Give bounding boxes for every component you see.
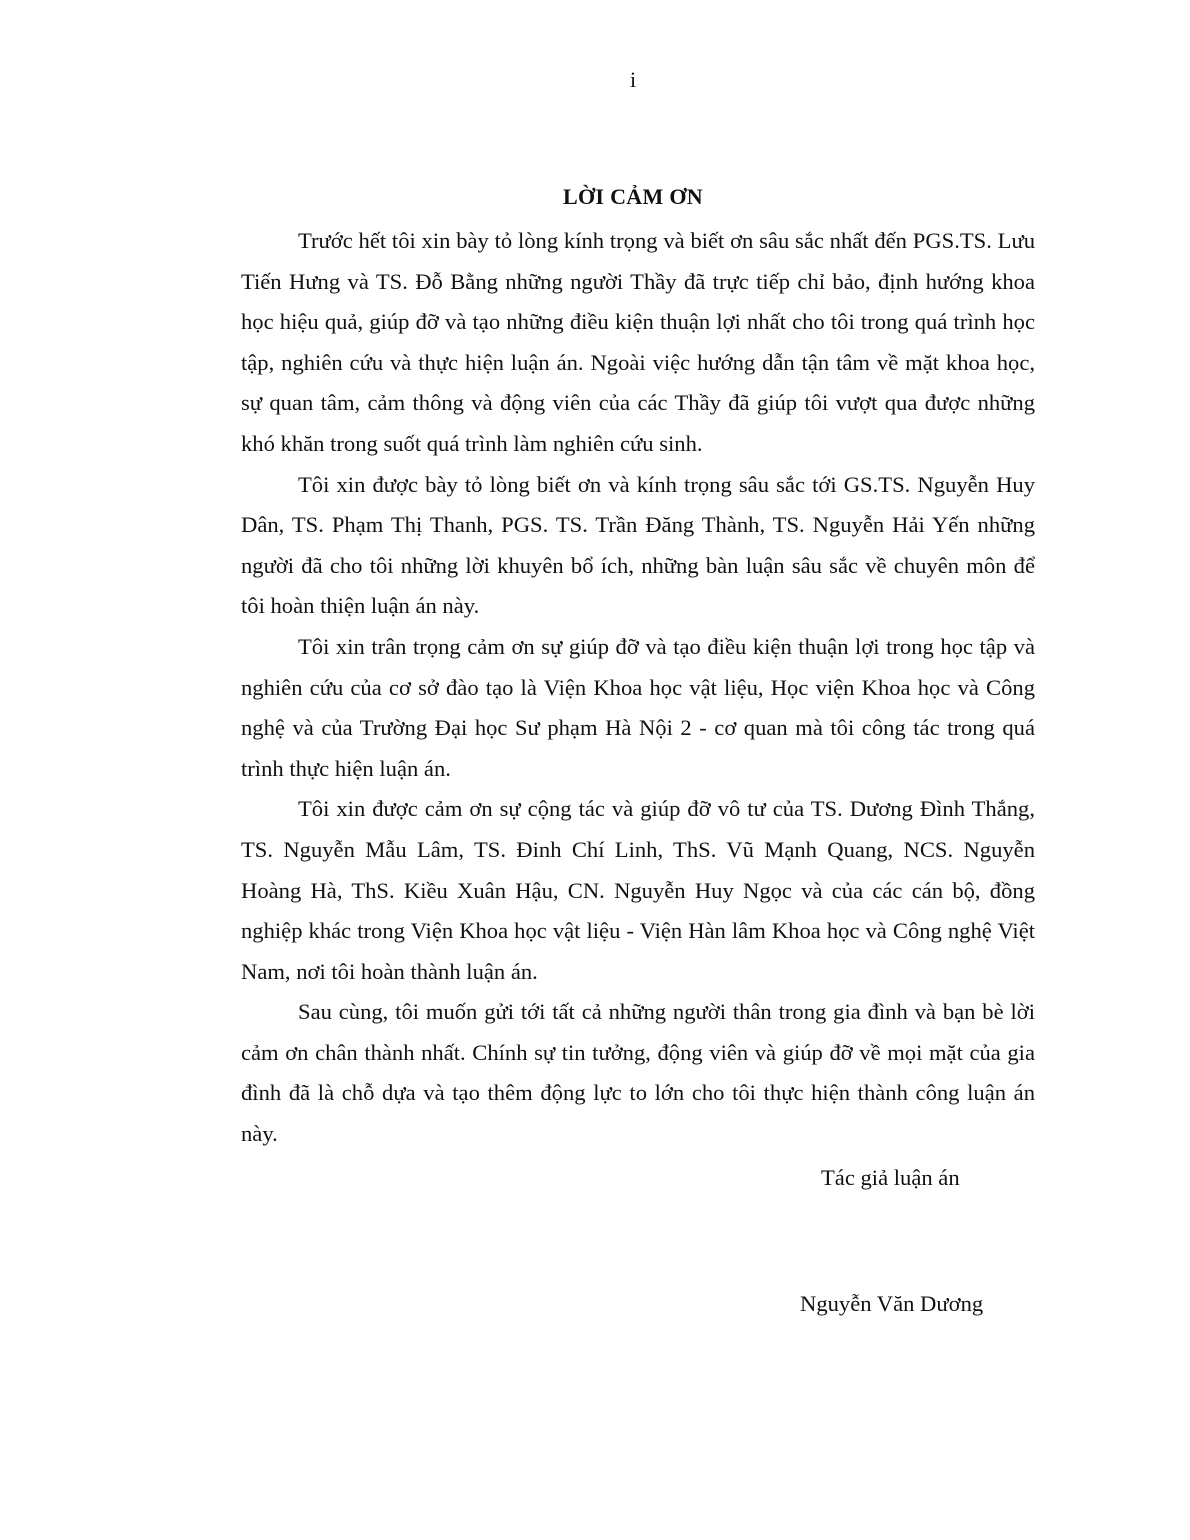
- paragraph-reviewers: Tôi xin được bày tỏ lòng biết ơn và kính trọng sâu sắc tới GS.TS. Nguyễn Huy Dân, TS. Phạm Thị Thanh, PGS. TS. Trần Đăng Thành, TS. Nguyễn Hải Yến những người đã cho tôi những lời khuyên bổ ích, những bàn luận sâu sắc về chuyên môn để tôi hoàn thiện luận án này.: [241, 471, 1035, 619]
- paragraph-advisors: Trước hết tôi xin bày tỏ lòng kính trọng và biết ơn sâu sắc nhất đến PGS.TS. Lưu Tiến Hưng và TS. Đỗ Bằng những người Thầy đã trực tiếp chỉ bảo, định hướng khoa học hiệu quả, giúp đỡ và tạo những điều kiện thuận lợi nhất cho tôi trong quá trình học tập, nghiên cứu và thực hiện luận án. Ngoài việc hướng dẫn tận tâm về mặt khoa học, sự quan tâm, cảm thông và động viên của các Thầy đã giúp tôi vượt qua được những khó khăn trong suốt quá trình làm nghiên cứu sinh.: [241, 228, 1035, 456]
- page-number: i: [629, 67, 637, 92]
- signature-name: Nguyễn Văn Dương: [800, 1291, 984, 1316]
- page-title: LỜI CẢM ƠN: [563, 184, 703, 209]
- paragraph-colleagues: Tôi xin được cảm ơn sự cộng tác và giúp đỡ vô tư của TS. Dương Đình Thắng, TS. Nguyễn Mẫu Lâm, TS. Đinh Chí Linh, ThS. Vũ Mạnh Quang, NCS. Nguyễn Hoàng Hà, ThS. Kiều Xuân Hậu, CN. Nguyễn Huy Ngọc và của các cán bộ, đồng nghiệp khác trong Viện Khoa học vật liệu - Viện Hàn lâm Khoa học và Công nghệ Việt Nam, nơi tôi hoàn thành luận án.: [241, 796, 1035, 984]
- paragraph-family: Sau cùng, tôi muốn gửi tới tất cả những người thân trong gia đình và bạn bè lời cảm ơn chân thành nhất. Chính sự tin tưởng, động viên và giúp đỡ về mọi mặt của gia đình đã là chỗ dựa và tạo thêm động lực to lớn cho tôi thực hiện thành công luận án này.: [241, 999, 1035, 1147]
- paragraph-institutions: Tôi xin trân trọng cảm ơn sự giúp đỡ và tạo điều kiện thuận lợi trong học tập và nghiên cứu của cơ sở đào tạo là Viện Khoa học vật liệu, Học viện Khoa học và Công nghệ và của Trường Đại học Sư phạm Hà Nội 2 - cơ quan mà tôi công tác trong quá trình thực hiện luận án.: [241, 633, 1035, 781]
- signature-role: Tác giả luận án: [821, 1165, 960, 1190]
- acknowledgement-body: [241, 221, 1035, 1155]
